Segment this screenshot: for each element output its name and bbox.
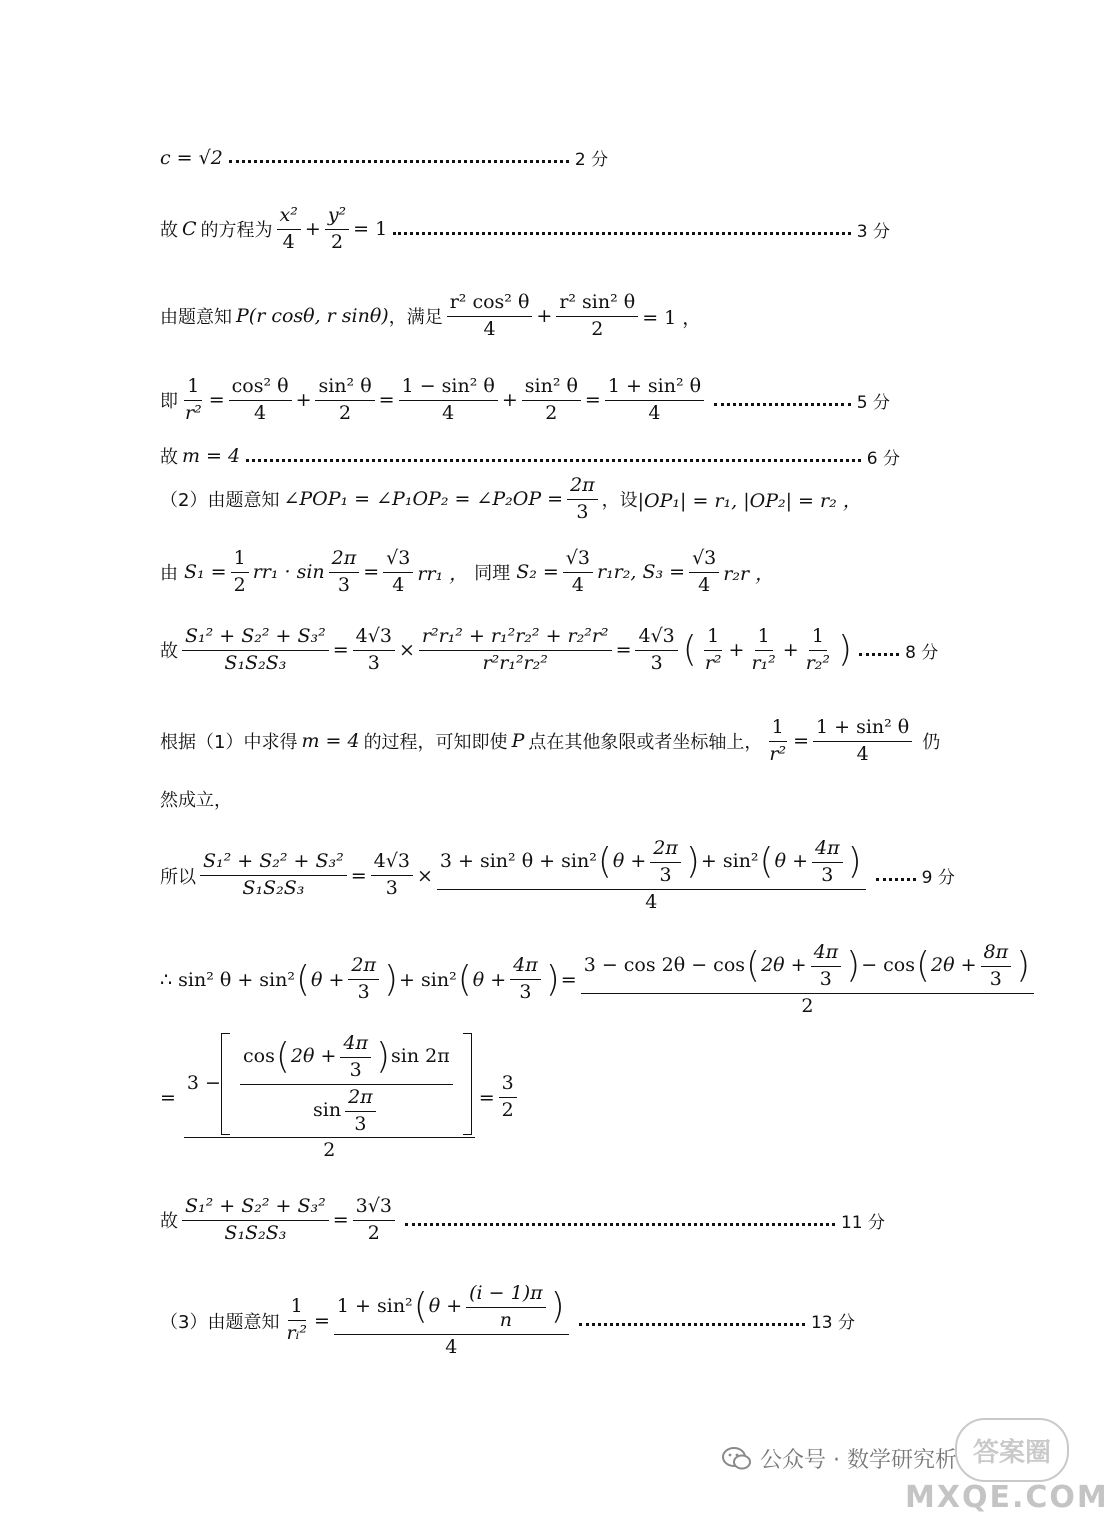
fraction [499, 1073, 517, 1122]
math-token: ( [915, 945, 931, 987]
fraction [371, 851, 413, 900]
math-token: 3 [819, 967, 832, 990]
math-token: + [782, 639, 799, 662]
math-token: S₁ = [184, 561, 227, 584]
fraction [702, 626, 725, 675]
fraction [689, 548, 719, 597]
math-token: x² [277, 205, 301, 230]
math-token: 2θ + [931, 954, 977, 977]
math-token: = [332, 1209, 349, 1232]
math-token: 4 [648, 401, 661, 424]
fraction [315, 376, 374, 425]
math-token: ) [1016, 945, 1031, 987]
math-token: 3 [337, 573, 350, 596]
math-token: ( [759, 841, 774, 883]
math-token: 1 + sin² [336, 1295, 413, 1318]
fraction [563, 548, 593, 597]
text: 的方程为 [200, 220, 273, 242]
math-token: ( [682, 629, 697, 671]
site-logo [955, 1418, 1069, 1482]
text: 根据（1）中求得 [160, 732, 298, 754]
math-token: = [160, 1086, 176, 1109]
expression: c = √2 [160, 146, 223, 169]
math-token: = [793, 730, 809, 753]
math-token: ) [846, 945, 861, 987]
math-token: 4√3 [353, 626, 395, 651]
math-token: 2π [567, 475, 598, 500]
math-token: 3 − cos 2θ − cos [583, 954, 746, 977]
fraction [229, 376, 292, 425]
math-token: = [615, 639, 632, 662]
math-token: 2 [323, 1139, 336, 1162]
math-token: 3 [499, 1073, 517, 1098]
math-token: r² [769, 742, 787, 765]
math-token: ) [847, 841, 862, 883]
math-token: 4 [445, 1335, 458, 1358]
math-token: rᵢ² [286, 1322, 307, 1345]
math-token: 3√3 [353, 1196, 395, 1221]
math-token [240, 1033, 453, 1085]
fraction [231, 548, 249, 597]
math-token: 1 [755, 626, 773, 651]
math-token: √3 [383, 548, 413, 573]
score: 5 分 [856, 392, 890, 413]
math-token: cos² θ [229, 376, 292, 401]
leader-dots [876, 878, 916, 881]
line-one-over-r-squared [160, 376, 890, 425]
math-token: 3 [821, 863, 834, 886]
text: 即 [160, 391, 178, 413]
fraction [329, 548, 360, 597]
math-token: 2 [501, 1099, 514, 1122]
math-token: 4 [571, 573, 584, 596]
text: 仍 [922, 732, 941, 754]
math-token: = [350, 864, 367, 887]
math-token: 2π [348, 955, 379, 980]
math-token: 4 [483, 317, 496, 340]
math-token: θ + [311, 968, 345, 991]
fraction [748, 626, 778, 675]
math-token: 1 [231, 548, 249, 573]
text: （3）由题意知 [160, 1311, 280, 1333]
math-token: 3 [357, 981, 370, 1004]
math-token: 1 [809, 626, 827, 651]
score: 3 分 [856, 221, 890, 242]
fraction [811, 942, 842, 991]
math-token [463, 1033, 472, 1135]
math-token: S₁² + S₂² + S₃² [200, 851, 347, 876]
text: 然成立， [160, 790, 232, 811]
math-token: 4π [340, 1033, 371, 1058]
math-token: 2π [345, 1087, 376, 1112]
fraction [182, 1196, 329, 1245]
text: 同理 [474, 563, 511, 585]
expression: ∠POP₁ = ∠P₁OP₂ = ∠P₂OP = [283, 488, 564, 511]
math-token: 1 [288, 1296, 306, 1321]
math-token: 1 [769, 717, 787, 742]
math-token: θ + [612, 850, 647, 873]
fraction [635, 626, 677, 675]
line-continuation [160, 786, 890, 812]
math-token [184, 1033, 475, 1138]
fraction [510, 955, 541, 1004]
fraction-large [581, 942, 1034, 1018]
math-token: = [208, 389, 225, 412]
math-token: 4 [254, 401, 267, 424]
math-token [221, 1033, 230, 1135]
site-watermark: MXQE.COM [905, 1480, 1109, 1515]
math-token: θ + [774, 850, 808, 873]
fraction [766, 717, 789, 766]
math-token: S₂ = [516, 561, 559, 584]
math-token: (i − 1)π [466, 1283, 545, 1308]
math-token: ) [375, 1036, 390, 1078]
text: 所以 [160, 866, 196, 888]
leader-dots [714, 403, 851, 406]
text: ，设 [601, 490, 638, 512]
leader-dots [229, 160, 569, 163]
math-token: 2 [233, 573, 246, 596]
fraction-large [184, 1033, 475, 1162]
math-token: 4 [442, 401, 455, 424]
math-token: P [511, 730, 525, 753]
line-part2-angles [160, 475, 890, 524]
math-token: = [363, 561, 380, 584]
math-token: n [499, 1308, 512, 1331]
math-token: 4π [510, 955, 541, 980]
math-token: = [584, 389, 601, 412]
wechat-watermark [722, 1443, 957, 1474]
math-token: sin² θ [315, 376, 374, 401]
math-token: + [728, 639, 745, 662]
math-token: r² [185, 401, 202, 424]
score: 8 分 [905, 642, 939, 663]
math-token: + sin² [399, 968, 457, 991]
math-token: 2 [801, 994, 814, 1017]
math-token: + [501, 389, 518, 412]
math-token: 3 − [186, 1072, 221, 1095]
text: 由 [160, 563, 178, 585]
math-token: 1 + sin² θ [813, 717, 912, 742]
math-token: 2 [367, 1221, 380, 1244]
math-token: rr₁ ， [417, 562, 469, 585]
math-token: 2θ + [761, 954, 807, 977]
math-token [334, 1283, 569, 1335]
var: C [182, 218, 197, 241]
op: = 1 ， [642, 306, 702, 329]
math-token: 4√3 [635, 626, 677, 651]
math-token: r₂² [805, 651, 831, 674]
math-token: ( [457, 958, 472, 1000]
math-token: = [560, 968, 577, 991]
line-equation-of-c [160, 205, 890, 254]
expression: m = 4 [182, 445, 241, 467]
text: （2）由题意知 [160, 490, 280, 512]
math-token: + [295, 389, 312, 412]
fraction [522, 376, 581, 425]
math-token: sin² θ [522, 376, 581, 401]
fraction [803, 626, 833, 675]
fraction [353, 626, 395, 675]
fraction [399, 376, 498, 425]
line-areas [160, 548, 890, 597]
fraction [182, 376, 205, 425]
math-token: 4π [811, 942, 842, 967]
math-token: 2 [339, 401, 352, 424]
line-ratio-expansion [160, 625, 939, 675]
math-token: 1 [184, 376, 202, 401]
op: + [304, 218, 321, 241]
math-token: ) [838, 629, 853, 671]
fraction [277, 205, 301, 254]
math-token: + sin² [700, 850, 759, 873]
math-token: 3 [659, 863, 672, 886]
math-token: θ + [428, 1295, 463, 1318]
math-token: 4 [282, 230, 295, 253]
math-token: = [332, 639, 349, 662]
math-token [437, 838, 866, 890]
wechat-account: 公众号 · 数学研究析 [760, 1448, 957, 1473]
math-token: S₁S₂S₃ [242, 877, 305, 900]
math-token [310, 1085, 383, 1136]
fraction [981, 942, 1012, 991]
math-token: r₁² [751, 651, 776, 674]
fraction [240, 1033, 453, 1135]
line-so-ratio [160, 837, 955, 914]
math-token: 3 [519, 981, 532, 1004]
math-token: = [313, 1309, 330, 1332]
expression: P(r cosθ, r sinθ) [236, 305, 389, 328]
score: 13 分 [810, 1313, 855, 1334]
op: = 1 [353, 218, 388, 241]
math-token: r² sin² θ [556, 292, 638, 317]
math-token: 8π [981, 942, 1012, 967]
line-point-p [160, 292, 890, 341]
math-token: 3 + sin² θ + sin² [439, 850, 597, 873]
math-token: = [378, 389, 395, 412]
fraction [348, 955, 379, 1004]
math-token: r² [704, 651, 722, 674]
fraction [567, 475, 598, 524]
math-token: ) [685, 841, 700, 883]
leader-dots [859, 653, 899, 656]
math-token: ( [295, 958, 311, 1000]
math-token: ) [545, 958, 560, 1000]
fraction-large [437, 838, 866, 914]
leader-dots [579, 1323, 805, 1326]
math-token: 4 [645, 890, 658, 913]
text: ，满足 [388, 307, 443, 329]
math-token: 4π [812, 838, 843, 863]
math-token: 4 [856, 742, 869, 765]
math-token: 4√3 [371, 851, 413, 876]
fraction [325, 205, 349, 254]
math-token: ) [384, 958, 399, 1000]
fraction [466, 1283, 545, 1332]
math-token: 1 [704, 626, 722, 651]
math-token: 2 [591, 317, 604, 340]
math-token: ∴ sin² θ + sin² [160, 968, 295, 991]
math-token: 1 + sin² θ [605, 376, 704, 401]
math-token: 1 − sin² θ [399, 376, 498, 401]
math-token: r²r₁²r₂² [482, 651, 548, 674]
leader-dots [405, 1223, 835, 1226]
math-token [581, 942, 1034, 994]
fraction [605, 376, 704, 425]
math-token: ( [746, 945, 761, 987]
fraction [383, 548, 413, 597]
math-token: 3 [989, 967, 1002, 990]
math-token: θ + [472, 968, 507, 991]
line-c-value [160, 145, 890, 170]
fraction [447, 292, 533, 341]
math-token: m = 4 [301, 730, 360, 753]
math-token: r² cos² θ [447, 292, 533, 317]
wechat-icon [722, 1446, 752, 1472]
fraction [340, 1033, 371, 1082]
math-token: − cos [861, 954, 915, 977]
line-part3 [160, 1283, 855, 1359]
math-token: r₂r ， [723, 562, 775, 585]
math-token: 3 [576, 500, 589, 523]
text: 故 [160, 220, 178, 242]
math-token: sin 2π [391, 1045, 450, 1068]
line-bracket-result [160, 1033, 890, 1162]
math-token: S₁² + S₂² + S₃² [182, 626, 329, 651]
fraction [556, 292, 638, 341]
math-token: S₁² + S₂² + S₃² [182, 1196, 329, 1221]
math-token: × [398, 639, 415, 662]
fraction [345, 1087, 376, 1136]
math-token: 3 [367, 651, 380, 674]
math-token: √3 [689, 548, 719, 573]
fraction [182, 626, 329, 675]
score: 2 分 [574, 150, 609, 170]
line-final-ratio [160, 1196, 885, 1245]
math-token: 3 [349, 1058, 362, 1081]
math-token: sin [313, 1099, 342, 1122]
math-token: ( [275, 1036, 290, 1078]
math-token: ) [550, 1286, 565, 1328]
line-m-value [160, 443, 900, 469]
math-token: × [416, 864, 433, 887]
math-token: 4 [392, 573, 405, 596]
math-token: 2π [329, 548, 360, 573]
math-token: r²r₁² + r₁²r₂² + r₂²r² [419, 626, 612, 651]
score: 11 分 [840, 1212, 885, 1233]
math-token: rr₁ · sin [252, 561, 325, 584]
math-token: S₁S₂S₃ [224, 651, 287, 674]
math-token: 2 [330, 230, 344, 253]
fraction [200, 851, 347, 900]
math-token: 3 [354, 1112, 367, 1135]
math-token: = [478, 1086, 495, 1109]
math-token: ( [413, 1286, 428, 1328]
math-token: 3 [385, 877, 398, 900]
text: 故 [160, 447, 178, 468]
logo-text: 答案圈 [972, 1437, 1051, 1468]
text: 点在其他象限或者坐标轴上， [528, 732, 763, 754]
math-token: ( [597, 841, 612, 883]
score: 9 分 [921, 868, 955, 889]
fraction [812, 838, 843, 887]
math-token: cos [242, 1045, 275, 1068]
math-token: r₁r₂, S₃ = [596, 561, 686, 584]
fraction [353, 1196, 395, 1245]
fraction [813, 717, 912, 766]
math-token: 2π [650, 838, 681, 863]
text: 由题意知 [160, 307, 232, 329]
math-token: 2θ + [290, 1045, 337, 1068]
fraction [650, 838, 681, 887]
math-token: √3 [563, 548, 593, 573]
text: 故 [160, 641, 178, 663]
leader-dots [393, 232, 851, 235]
math-token: 3 [650, 651, 663, 674]
fraction-large [334, 1283, 569, 1359]
math-token: y² [325, 205, 349, 230]
expression: |OP₁| = r₁, |OP₂| = r₂ ， [637, 489, 862, 512]
line-generalization [160, 716, 941, 766]
text: 故 [160, 1211, 178, 1233]
leader-dots [246, 459, 861, 462]
fraction [283, 1296, 310, 1345]
fraction [419, 626, 612, 675]
text: 的过程，可知即使 [363, 732, 508, 754]
math-token: S₁S₂S₃ [224, 1221, 287, 1244]
score: 6 分 [866, 448, 900, 469]
op: + [536, 305, 553, 328]
math-token: 2 [545, 401, 558, 424]
math-token: 4 [698, 573, 711, 596]
